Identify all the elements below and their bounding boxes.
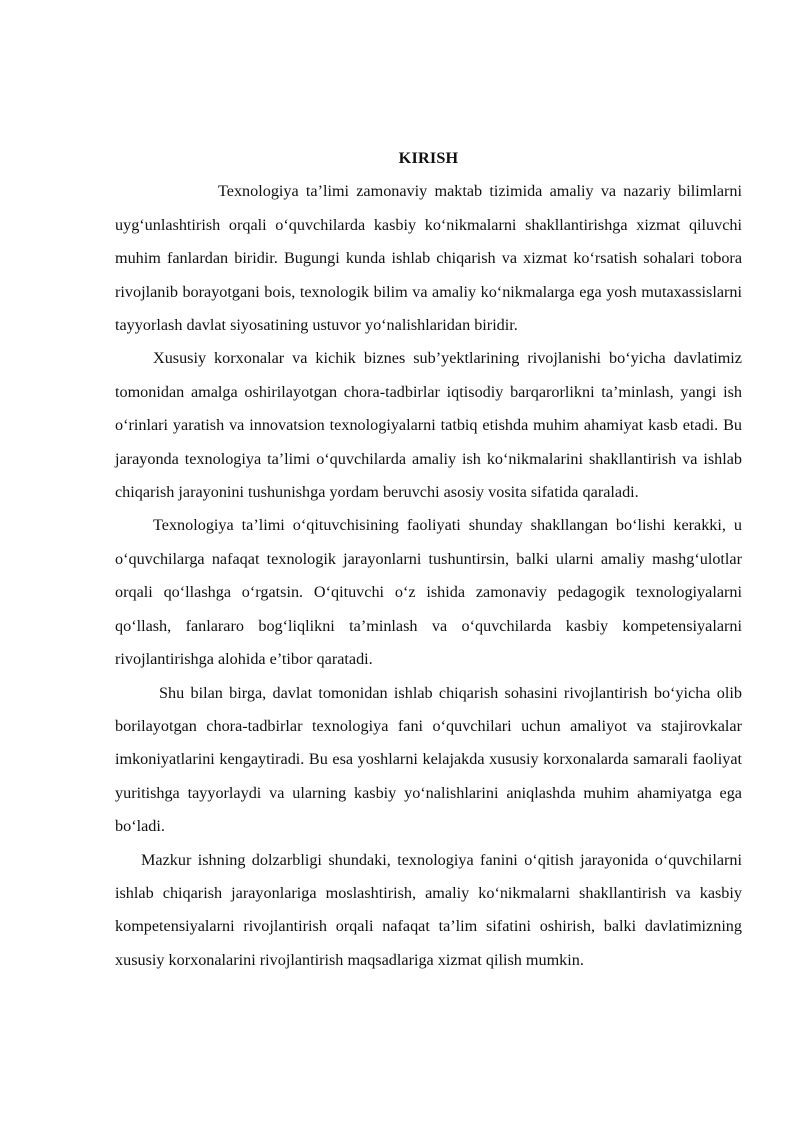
page-title: KIRISH xyxy=(398,149,459,167)
paragraph-1: Texnologiya ta’limi zamonaviy maktab tizimida amaliy va nazariy bilimlarni uyg‘unlashtirish orqali o‘quvchilarda kasbiy ko‘nikmalarni shakllantirishga xizmat qiluvchi muhim fanlardan biridir. Bugungi kunda ishlab chiqarish va xizmat ko‘rsatish sohalari tobora rivojlanib borayotgani bois, texnologik bilim va amaliy ko‘nikmalarga ega yosh mutaxassislarni tayyorlash davlat siyosatining ustuvor yo‘nalishlaridan biridir. xyxy=(115,182,742,335)
paragraph-2: Xususiy korxonalar va kichik biznes sub’yektlarining rivojlanishi bo‘yicha davlatimiz tomonidan amalga oshirilayotgan chora-tadbirlar iqtisodiy barqarorlikni ta’minlash, yangi ish o‘rinlari yaratish va innovatsion texnologiyalarni tatbiq etishda muhim ahamiyat kasb etadi. Bu jarayonda texnologiya ta’limi o‘quvchilarda amaliy ish ko‘nikmalarini shakllantirish va ishlab chiqarish jarayonini tushunishga yordam beruvchi asosiy vosita sifatida qaraladi. xyxy=(115,349,742,502)
document-page xyxy=(115,142,742,977)
paragraph-4: Shu bilan birga, davlat tomonidan ishlab chiqarish sohasini rivojlantirish bo‘yicha olib borilayotgan chora-tadbirlar texnologiya fani o‘quvchilari uchun amaliyot va stajirovkalar imkoniyatlarini kengaytiradi. Bu esa yoshlarni kelajakda xususiy korxonalarda samarali faoliyat yuritishga tayyorlaydi va ularning kasbiy yo‘nalishlarini aniqlashda muhim ahamiyatga ega bo‘ladi. xyxy=(115,683,742,836)
paragraph-3: Texnologiya ta’limi o‘qituvchisining faoliyati shunday shakllangan bo‘lishi kerakki, u o‘quvchilarga nafaqat texnologik jarayonlarni tushuntirsin, balki ularni amaliy mashg‘ulotlar orqali qo‘llashga o‘rgatsin. O‘qituvchi o‘z ishida zamonaviy pedagogik texnologiyalarni qo‘llash, fanlararo bog‘liqlikni ta’minlash va o‘quvchilarda kasbiy kompetensiyalarni rivojlantirishga alohida e’tibor qaratadi. xyxy=(115,516,742,669)
paragraph-5: Mazkur ishning dolzarbligi shundaki, texnologiya fanini o‘qitish jarayonida o‘quvchilarni ishlab chiqarish jarayonlariga moslashtirish, amaliy ko‘nikmalarni shakllantirish va kasbiy kompetensiyalarni rivojlantirish orqali nafaqat ta’lim sifatini oshirish, balki davlatimizning xususiy korxonalarini rivojlantirish maqsadlariga xizmat qilish mumkin. xyxy=(115,850,742,969)
